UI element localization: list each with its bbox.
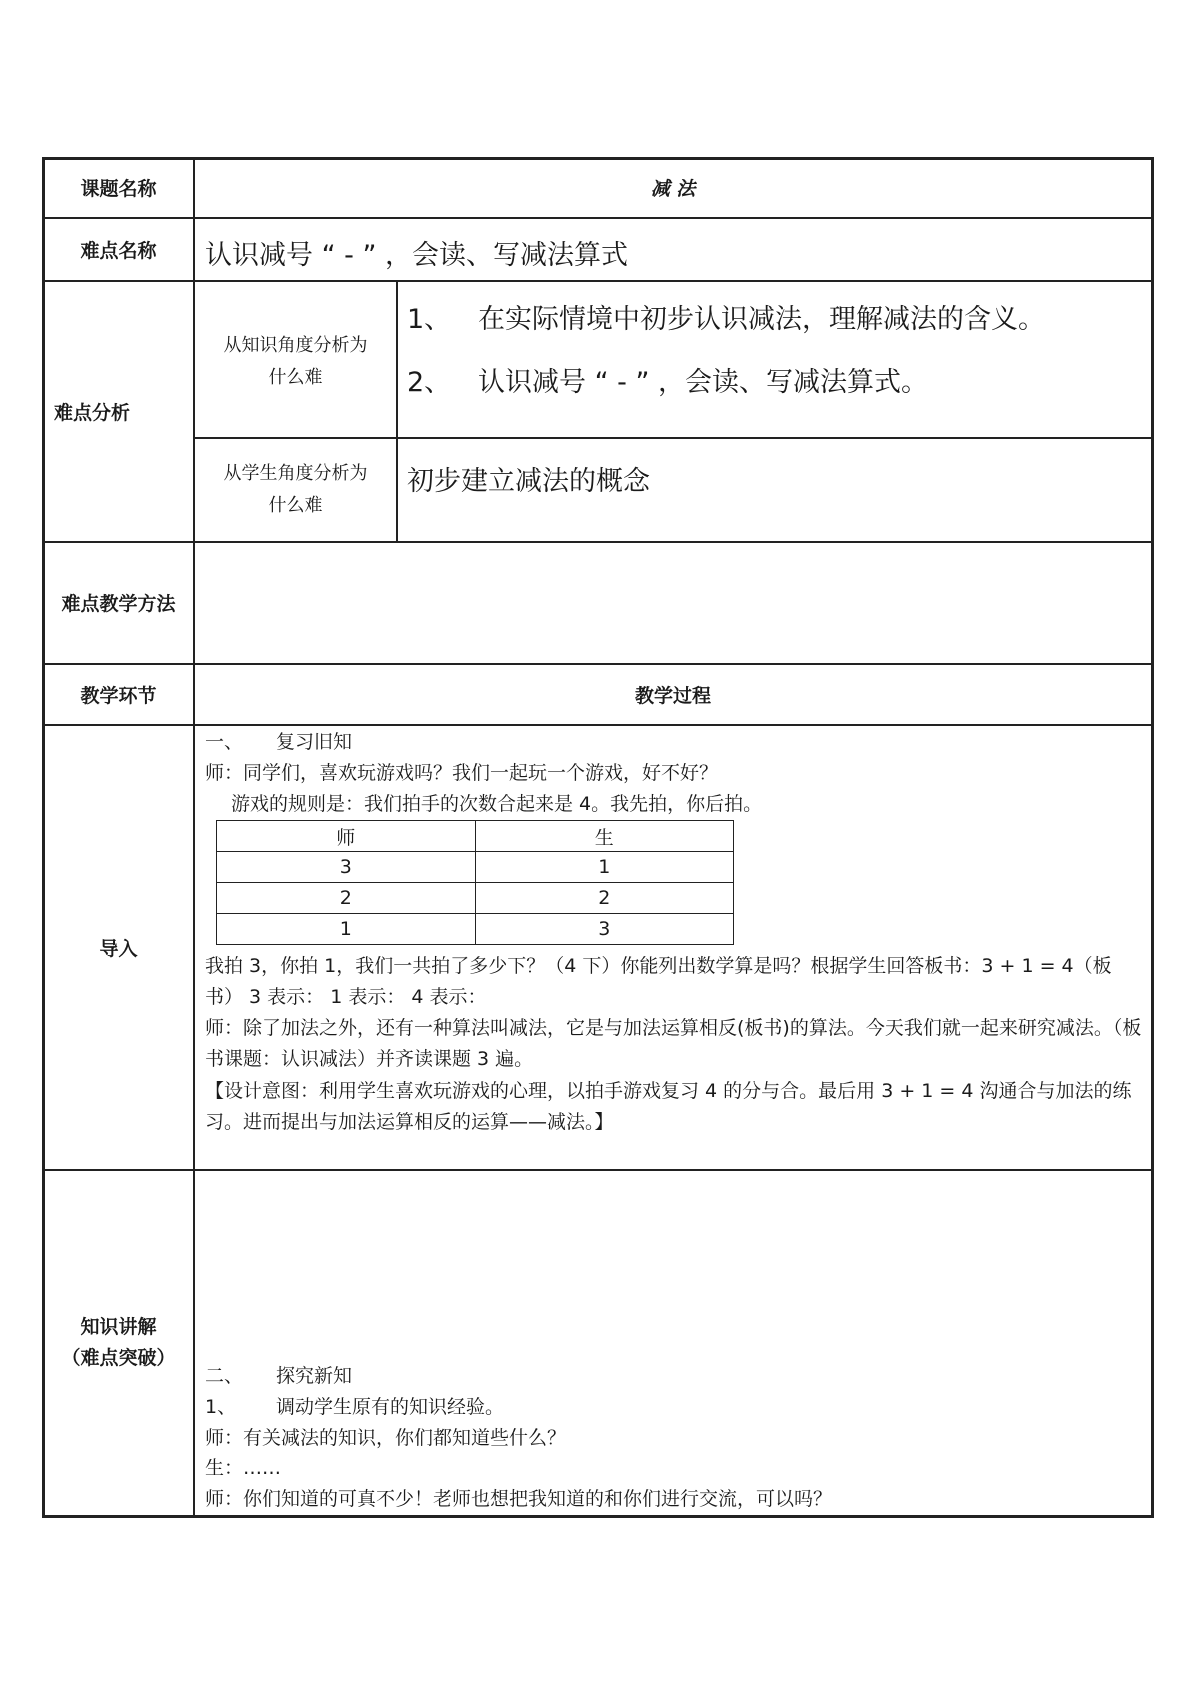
intro-line-1: 师：同学们，喜欢玩游戏吗？我们一起玩一个游戏，好不好？ bbox=[205, 762, 719, 784]
explore-line-3: 师：你们知道的可真不少！老师也想把我知道的和你们进行交流，可以吗？ bbox=[205, 1488, 833, 1510]
knowledge-point-1-text: 在实际情境中初步认识减法，理解减法的含义。 bbox=[478, 304, 1045, 335]
knowledge-angle-label bbox=[195, 330, 396, 394]
table-cell: 2 bbox=[475, 883, 734, 914]
knowledge-angle-line2: 什么难 bbox=[268, 367, 323, 388]
intro-paragraph-2: 师：除了加法之外，还有一种算法叫减法，它是与加法运算相反(板书)的算法。今天我们就一起来研究减法。（板书课题：认识减法）并齐读课题 3 遍。 bbox=[205, 1017, 1142, 1070]
explore-heading-text: 探究新知 bbox=[276, 1365, 353, 1387]
table-border-right bbox=[1151, 157, 1154, 1517]
knowledge-point-2-text: 认识减号 “ - ” ，会读、写减法算式。 bbox=[478, 367, 929, 398]
row-divider bbox=[42, 217, 1154, 219]
table-cell: 3 bbox=[217, 852, 476, 883]
clap-table-header bbox=[217, 821, 734, 852]
explore-line-2: 生：…… bbox=[205, 1457, 282, 1479]
table-row bbox=[217, 883, 734, 914]
table-cell: 1 bbox=[475, 852, 734, 883]
clap-table-header-student: 生 bbox=[475, 821, 734, 852]
student-angle-line1: 从学生角度分析为 bbox=[223, 463, 368, 484]
knowledge-point-1 bbox=[407, 297, 1045, 336]
student-angle-line2: 什么难 bbox=[268, 495, 323, 516]
clap-table-header-teacher: 师 bbox=[217, 821, 476, 852]
row-divider bbox=[42, 1169, 1154, 1171]
row-divider bbox=[195, 437, 1154, 439]
intro-paragraph-1: 我拍 3，你拍 1，我们一共拍了多少下？（4 下）你能列出数学算是吗？根据学生回答板书：3 + 1 = 4（板书） 3 表示： 1 表示： 4 表示： bbox=[205, 955, 1112, 1008]
row-divider bbox=[42, 724, 1154, 726]
column-divider bbox=[396, 280, 398, 541]
row-divider bbox=[42, 280, 1154, 282]
intro-heading-num: 一、 bbox=[205, 731, 244, 753]
explore-subheading-text: 调动学生原有的知识经验。 bbox=[276, 1396, 505, 1418]
process-stage-header: 教学环节 bbox=[80, 684, 157, 707]
topic-value: 减 法 bbox=[650, 178, 696, 200]
explore-heading-num: 二、 bbox=[205, 1365, 244, 1387]
explore-subheading-num: 1、 bbox=[205, 1396, 237, 1418]
process-content-header: 教学过程 bbox=[634, 684, 711, 707]
intro-heading bbox=[205, 730, 352, 754]
table-row bbox=[217, 852, 734, 883]
student-angle-text: 初步建立减法的概念 bbox=[407, 466, 650, 497]
table-border-bottom bbox=[42, 1515, 1154, 1518]
method-label: 难点教学方法 bbox=[61, 593, 176, 615]
table-row bbox=[217, 914, 734, 945]
knowledge-point-2 bbox=[407, 360, 928, 399]
intro-design-intent: 【设计意图：利用学生喜欢玩游戏的心理，以拍手游戏复习 4 的分与合。最后用 3 + 1 = 4 沟通合与加法的练习。进而提出与加法运算相反的运算——减法。】 bbox=[205, 1080, 1132, 1133]
explore-line-1: 师：有关减法的知识，你们都知道些什么？ bbox=[205, 1427, 567, 1449]
intro-heading-text: 复习旧知 bbox=[276, 731, 353, 753]
knowledge-angle-line1: 从知识角度分析为 bbox=[223, 335, 368, 356]
row-divider bbox=[42, 541, 1154, 543]
topic-label: 课题名称 bbox=[80, 178, 157, 200]
knowledge-label-line2: （难点突破） bbox=[61, 1346, 176, 1369]
explore-heading bbox=[205, 1364, 352, 1388]
explore-subheading bbox=[205, 1395, 504, 1419]
intro-label: 导入 bbox=[99, 937, 138, 960]
intro-line-2: 游戏的规则是：我们拍手的次数合起来是 4。我先拍，你后拍。 bbox=[231, 793, 763, 815]
knowledge-point-2-num: 2、 bbox=[407, 367, 452, 398]
knowledge-label-line1: 知识讲解 bbox=[80, 1315, 157, 1338]
knowledge-point-1-num: 1、 bbox=[407, 304, 452, 335]
table-cell: 2 bbox=[217, 883, 476, 914]
knowledge-label bbox=[44, 1170, 193, 1515]
table-cell: 1 bbox=[217, 914, 476, 945]
analysis-label: 难点分析 bbox=[54, 401, 131, 424]
clap-table bbox=[216, 820, 734, 945]
difficulty-label: 难点名称 bbox=[80, 239, 157, 262]
difficulty-value: 认识减号 “ - ” ，会读、写减法算式 bbox=[205, 240, 629, 271]
student-angle-label bbox=[195, 458, 396, 522]
table-cell: 3 bbox=[475, 914, 734, 945]
